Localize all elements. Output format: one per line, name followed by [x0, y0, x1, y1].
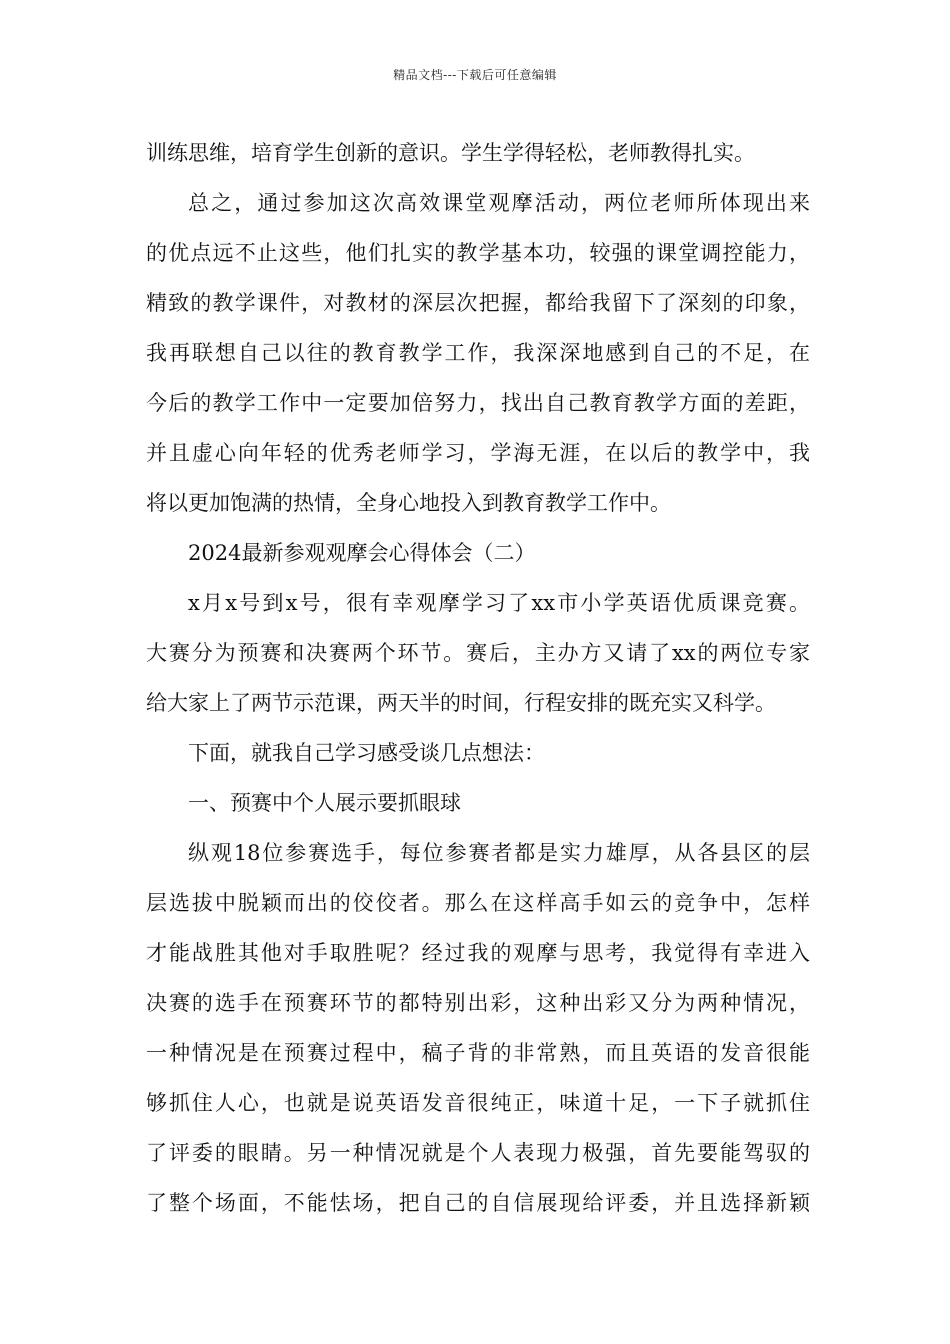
document-body: [146, 128, 810, 1228]
text-line: 将以更加饱满的热情，全身心地投入到教育教学工作中。: [146, 491, 671, 515]
text-line: 今后的教学工作中一定要加倍努力，找出自己教育教学方面的差距，: [146, 391, 810, 415]
page-header: 精品文档---下载后可任意编辑: [393, 68, 557, 82]
text-line: 训练思维，培育学生创新的意识。学生学得轻松，老师教得扎实。: [146, 141, 755, 165]
text-line: 给大家上了两节示范课，两天半的时间，行程安排的既充实又科学。: [146, 691, 776, 715]
text-line: 层选拔中脱颖而出的佼佼者。那么在这样高手如云的竞争中，怎样: [146, 891, 810, 915]
text-line: 决赛的选手在预赛环节的都特别出彩，这种出彩又分为两种情况，: [146, 991, 810, 1015]
text-line: 一种情况是在预赛过程中，稿子背的非常熟，而且英语的发音很能: [146, 1041, 810, 1065]
text-line: 了整个场面，不能怯场，把自己的自信展现给评委，并且选择新颖: [146, 1191, 810, 1215]
text-line: 总之，通过参加这次高效课堂观摩活动，两位老师所体现出来: [188, 191, 810, 215]
text-line: 的优点远不止这些，他们扎实的教学基本功，较强的课堂调控能力，: [146, 241, 810, 265]
text-line: 并且虚心向年轻的优秀老师学习，学海无涯，在以后的教学中，我: [146, 441, 810, 465]
text-line: 够抓住人心，也就是说英语发音很纯正，味道十足，一下子就抓住: [146, 1091, 810, 1115]
text-line: 纵观18位参赛选手，每位参赛者都是实力雄厚，从各县区的层: [188, 841, 810, 865]
text-line: 下面，就我自己学习感受谈几点想法：: [188, 741, 545, 765]
text-line: 2024最新参观观摩会心得体会（二）: [188, 541, 536, 565]
text-line: 才能战胜其他对手取胜呢？经过我的观摩与思考，我觉得有幸进入: [146, 941, 810, 965]
text-line: 精致的教学课件，对教材的深层次把握，都给我留下了深刻的印象，: [146, 291, 810, 315]
text-line: x月x号到x号，很有幸观摩学习了xx市小学英语优质课竞赛。: [188, 591, 810, 615]
text-line: 了评委的眼睛。另一种情况就是个人表现力极强，首先要能驾驭的: [146, 1141, 810, 1165]
text-line: 一、预赛中个人展示要抓眼球: [188, 791, 461, 815]
text-line: 我再联想自己以往的教育教学工作，我深深地感到自己的不足，在: [146, 341, 810, 365]
text-line: 大赛分为预赛和决赛两个环节。赛后，主办方又请了xx的两位专家: [146, 641, 810, 665]
